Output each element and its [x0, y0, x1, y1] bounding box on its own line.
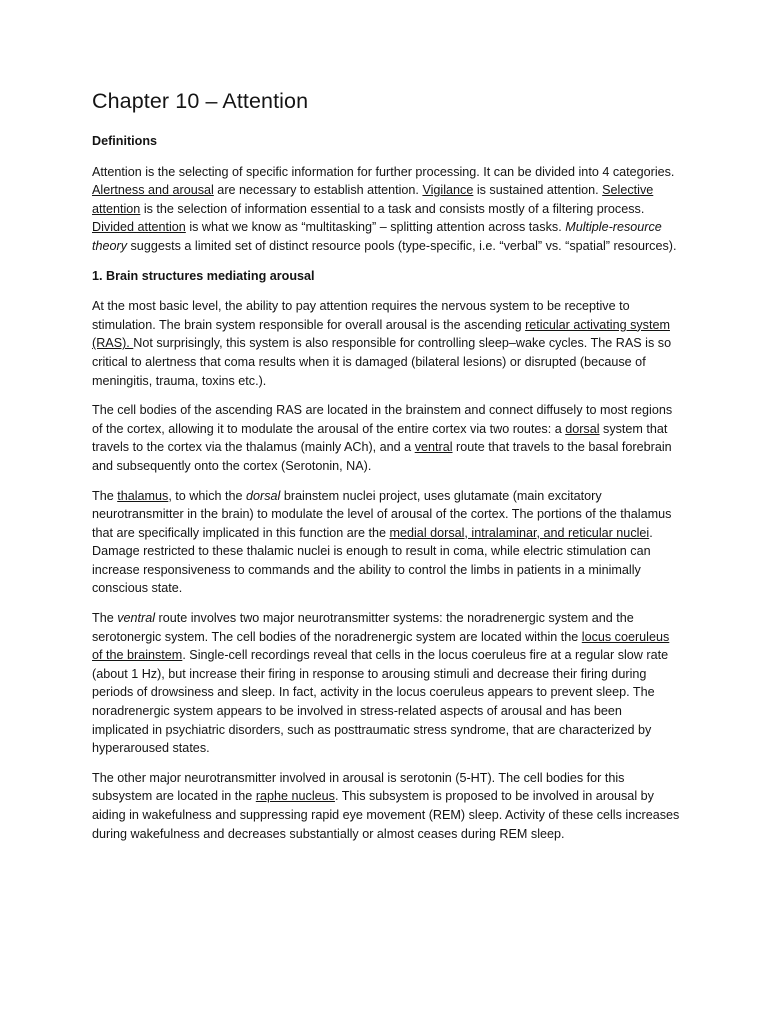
text-run: . This subsystem is proposed to be involved in arousal by aiding in wakefulness and suppressing rapid eye movement (REM) sleep. Activity of these cells increases during wakefulness and decreases substantially or almost ceases during REM sleep.: [92, 789, 680, 841]
definitions-paragraph: [92, 163, 682, 256]
text-run: . Single-cell recordings reveal that cells in the locus coeruleus fire at a regular slow rate (about 1 Hz), but increase their firing in response to arousing stimuli and decrease their firing during periods of drowsiness and sleep. In fact, activity in the locus coeruleus appears to prevent sleep. The noradrenergic system appears to be involved in stress-related aspects of arousal and has been implicated in psychiatric disorders, such as posttraumatic stress syndrome, that are characterized by hyperaroused states.: [92, 648, 669, 756]
text-run: The other major neurotransmitter involved in arousal is serotonin (5-HT). The cell bodies for this subsystem are located in the: [92, 770, 625, 804]
term-raphe-nucleus: raphe nucleus: [255, 789, 335, 804]
text-run: Attention is the selecting of specific information for further processing. It can be divided into 4 categories.: [92, 164, 675, 179]
ras-paragraph: [92, 297, 682, 390]
text-run: The: [92, 611, 118, 626]
text-run: The: [92, 488, 118, 503]
term-divided-attention: Divided attention: [92, 220, 186, 235]
ras-routes-paragraph: [92, 401, 682, 475]
text-run: route involves two major neurotransmitter systems: the noradrenergic system and the serotonergic system. The cell bodies of the noradrenergic system are located within the: [92, 611, 634, 644]
section-1-heading: 1. Brain structures mediating arousal: [92, 268, 315, 283]
term-multiple-resource-theory: Multiple-resource theory: [92, 220, 662, 253]
text-run: , to which the: [168, 488, 247, 503]
term-ventral-italic: ventral: [117, 611, 156, 626]
text-run: The cell bodies of the ascending RAS are located in the brainstem and connect diffusely to most regions of the cortex, allowing it to modulate the arousal of the entire cortex via two routes: a: [92, 403, 673, 436]
thalamus-paragraph: [92, 487, 682, 599]
text-run: route that travels to the basal forebrain and subsequently onto the cortex (Serotonin, NA).: [92, 440, 672, 473]
text-run: suggests a limited set of distinct resource pools (type-specific, i.e. “verbal” vs. “spatial” resources).: [127, 238, 677, 253]
term-ras: reticular activating system (RAS).: [92, 317, 670, 351]
term-ventral: ventral: [414, 440, 453, 455]
text-run: is what we know as “multitasking” – splitting attention across tasks.: [185, 220, 566, 235]
ventral-route-paragraph: [92, 609, 682, 758]
document-page: [92, 88, 682, 854]
term-dorsal-italic: dorsal: [246, 488, 281, 503]
chapter-title: Chapter 10 – Attention: [92, 89, 309, 113]
text-run: At the most basic level, the ability to pay attention requires the nervous system to be receptive to stimulation. The brain system responsible for overall arousal is the ascending: [92, 299, 630, 332]
text-run: system that travels to the cortex via the thalamus (mainly ACh), and a: [92, 421, 668, 455]
term-locus-coeruleus: locus coeruleus of the brainstem: [92, 629, 670, 663]
text-run: is the selection of information essential to a task and consists mostly of a filtering process.: [140, 201, 645, 216]
text-run: Not surprisingly, this system is also responsible for controlling sleep–wake cycles. The RAS is so critical to alertness that coma results when it is damaged (bilateral lesions) or disrupted (because of meningitis, trauma, toxins etc.).: [92, 336, 672, 388]
text-run: . Damage restricted to these thalamic nuclei is enough to result in coma, while electric stimulation can increase responsiveness to commands and the ability to control the limbs in patients in a minimally conscious state.: [92, 525, 653, 596]
text-run: brainstem nuclei project, uses glutamate (main excitatory neurotransmitter in the brain) to modulate the level of arousal of the cortex. The portions of the thalamus that are specifically implicated in this function are the: [92, 488, 672, 540]
serotonin-paragraph: [92, 769, 682, 843]
definitions-heading: Definitions: [92, 134, 158, 148]
text-run: are necessary to establish attention.: [213, 183, 423, 198]
term-thalamic-nuclei: medial dorsal, intralaminar, and reticular nuclei: [389, 525, 650, 540]
term-selective-attention: Selective attention: [92, 183, 654, 216]
text-run: is sustained attention.: [473, 183, 603, 198]
term-alertness-arousal: Alertness and arousal: [92, 183, 214, 198]
term-thalamus: thalamus: [117, 488, 169, 503]
term-vigilance: Vigilance: [422, 183, 474, 198]
term-dorsal: dorsal: [565, 421, 600, 436]
